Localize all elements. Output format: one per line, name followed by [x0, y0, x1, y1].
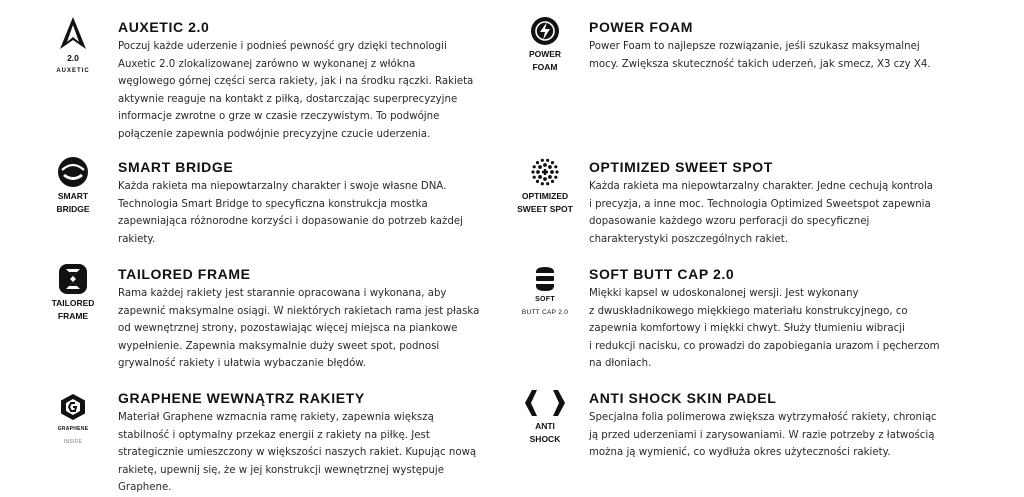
desc-line: Rama każdej rakiety jest starannie opracowana i wykonana, aby [118, 288, 447, 299]
desc-line: aktywnie reaguje na kontakt z piłką, dostarczając superprecyzyjne [118, 93, 458, 105]
feature-title: POWER FOAM [589, 19, 693, 35]
desc-line: na dłoniach. [589, 358, 652, 369]
feature-title: SMART BRIDGE [118, 159, 234, 175]
desc-line: wypełnienie. Zapewnia maksymalnie duży sweet spot, podnosi [118, 340, 440, 352]
feature-description [118, 409, 476, 497]
desc-line: grywalność rakiety i ułatwia wybaczanie błędów. [118, 358, 366, 369]
tailored-frame-icon [58, 263, 88, 295]
icon-caption-line1: SOFT [535, 296, 555, 303]
feature-description [589, 178, 933, 248]
soft-butt-cap-badge [512, 266, 578, 336]
desc-line: Materiał Graphene wzmacnia ramę rakiety, zapewnia większą [118, 412, 434, 423]
desc-line: mocy. Zwiększa skuteczność takich uderzeń, jak smecz, X3 czy X4. [589, 58, 931, 70]
icon-caption-line1: TAILORED [51, 298, 95, 308]
desc-line: i redukcji nacisku, co prowadzi do zapobiegania urazom i pęcherzom [589, 340, 940, 352]
graphene-badge [40, 393, 106, 463]
desc-line: połączenie zapewnia podwójnie precyzyjne czucie uderzenia. [118, 128, 431, 140]
icon-caption-line1: 2.0 [67, 53, 79, 63]
desc-line: rakiety. [118, 233, 156, 245]
power-foam-badge [512, 16, 578, 86]
desc-line: Graphene. [118, 482, 172, 493]
desc-line: Poczuj każde uderzenie i podnieś pewność gry dzięki technologii [118, 41, 447, 52]
desc-line: od wewnętrznej strony, pozostawiając więcej miejsca na piankowe [118, 323, 458, 334]
anti-shock-badge [512, 388, 578, 458]
desc-line: dopasowanie każdego wzoru perforacji do specyficznej [589, 216, 870, 227]
auxetic-badge [40, 16, 106, 86]
anti-shock-icon [522, 388, 568, 418]
graphene-icon [60, 393, 86, 421]
feature-description [589, 285, 940, 373]
feature-description [589, 38, 931, 73]
feature-title: TAILORED FRAME [118, 266, 251, 282]
icon-caption-line1: OPTIMIZED [521, 191, 569, 201]
desc-line: zapewnia komfortowy i miękki chwyt. Służy tłumieniu wibracji [589, 323, 905, 334]
icon-caption-line1: SMART [57, 191, 89, 201]
desc-line: można ją wymienić, co wydłuża okres użyteczności rakiety. [589, 447, 891, 458]
feature-description [118, 178, 463, 248]
desc-line: zapewniająca różnorodne korzyści i dopasowanie do potrzeb każdej [118, 216, 463, 227]
feature-description [118, 38, 473, 143]
desc-line: węglowego górnej części serca rakiety, jak i na środku rączki. Rakieta [118, 76, 474, 87]
icon-caption-line1: POWER [528, 49, 562, 59]
auxetic-icon [59, 16, 87, 50]
desc-line: strategicznie umieszczony w większości naszych rakiet. Kupując nową [118, 447, 477, 458]
icon-caption-line2: INSIDE [63, 439, 83, 445]
desc-line: Każda rakieta ma niepowtarzalny charakter. Jedne cechują kontrola [589, 181, 934, 192]
desc-line: rakietę, upewnij się, że w jej konstrukcji wewnętrznej występuje [118, 464, 445, 476]
tailored-frame-badge [40, 263, 106, 333]
feature-description [118, 285, 479, 373]
desc-line: zapewnić maksymalne osiągi. W niektórych rakietach rama jest płaska [118, 305, 480, 317]
desc-line: Miękki kapsel w udoskonalonej wersji. Jest wykonany [589, 288, 859, 299]
icon-caption-line2: SWEET SPOT [517, 204, 573, 214]
icon-caption-line2: AUXETIC [56, 68, 90, 74]
icon-caption-line2: BUTT CAP 2.0 [521, 309, 569, 316]
desc-line: charakterystyki poszczególnych rakiet. [589, 233, 788, 245]
icon-caption-line2: FRAME [57, 311, 89, 321]
desc-line: Power Foam to najlepsze rozwiązanie, jeśli szukasz maksymalnej [589, 41, 920, 52]
optimized-sweet-spot-icon [529, 156, 561, 188]
feature-title: SOFT BUTT CAP 2.0 [589, 266, 735, 282]
desc-line: stabilność i optymalny przekaz energii z rakiety na piłkę. Jest [118, 429, 430, 441]
icon-caption-line1: ANTI [535, 421, 555, 431]
desc-line: z dwuskładnikowego miękkiego materiału konstrukcyjnego, co [589, 305, 908, 317]
desc-line: informacje zwrotne o grze w czasie rzeczywistym. To podwójne [118, 111, 440, 122]
icon-caption-line2: SHOCK [529, 434, 561, 444]
desc-line: ją przed uderzeniami i zarysowaniami. W razie potrzeby z łatwością [589, 429, 935, 441]
desc-line: Każda rakieta ma niepowtarzalny charakter i swoje własne DNA. [118, 181, 447, 192]
feature-title: GRAPHENE WEWNĄTRZ RAKIETY [118, 390, 365, 406]
optimized-sweet-spot-badge [512, 156, 578, 226]
icon-caption-line1: GRAPHENE [57, 426, 89, 432]
desc-line: Auxetic 2.0 zlokalizowanej zarówno w wykonanej z włókna [118, 58, 416, 70]
soft-butt-cap-icon [534, 266, 556, 292]
icon-caption-line2: FOAM [532, 62, 558, 72]
feature-title: AUXETIC 2.0 [118, 19, 210, 35]
feature-title: OPTIMIZED SWEET SPOT [589, 159, 773, 175]
feature-title: ANTI SHOCK SKIN PADEL [589, 390, 777, 406]
feature-description [589, 409, 937, 462]
desc-line: Technologia Smart Bridge to specyficzna konstrukcja mostka [118, 198, 428, 210]
smart-bridge-badge [40, 156, 106, 226]
smart-bridge-icon [57, 156, 89, 188]
desc-line: i precyzja, a inne moc. Technologia Optimized Sweetspot zapewnia [589, 198, 931, 210]
power-foam-icon [530, 16, 560, 46]
icon-caption-line2: BRIDGE [56, 204, 90, 214]
desc-line: Specjalna folia polimerowa zwiększa wytrzymałość rakiety, chroniąc [589, 412, 937, 423]
